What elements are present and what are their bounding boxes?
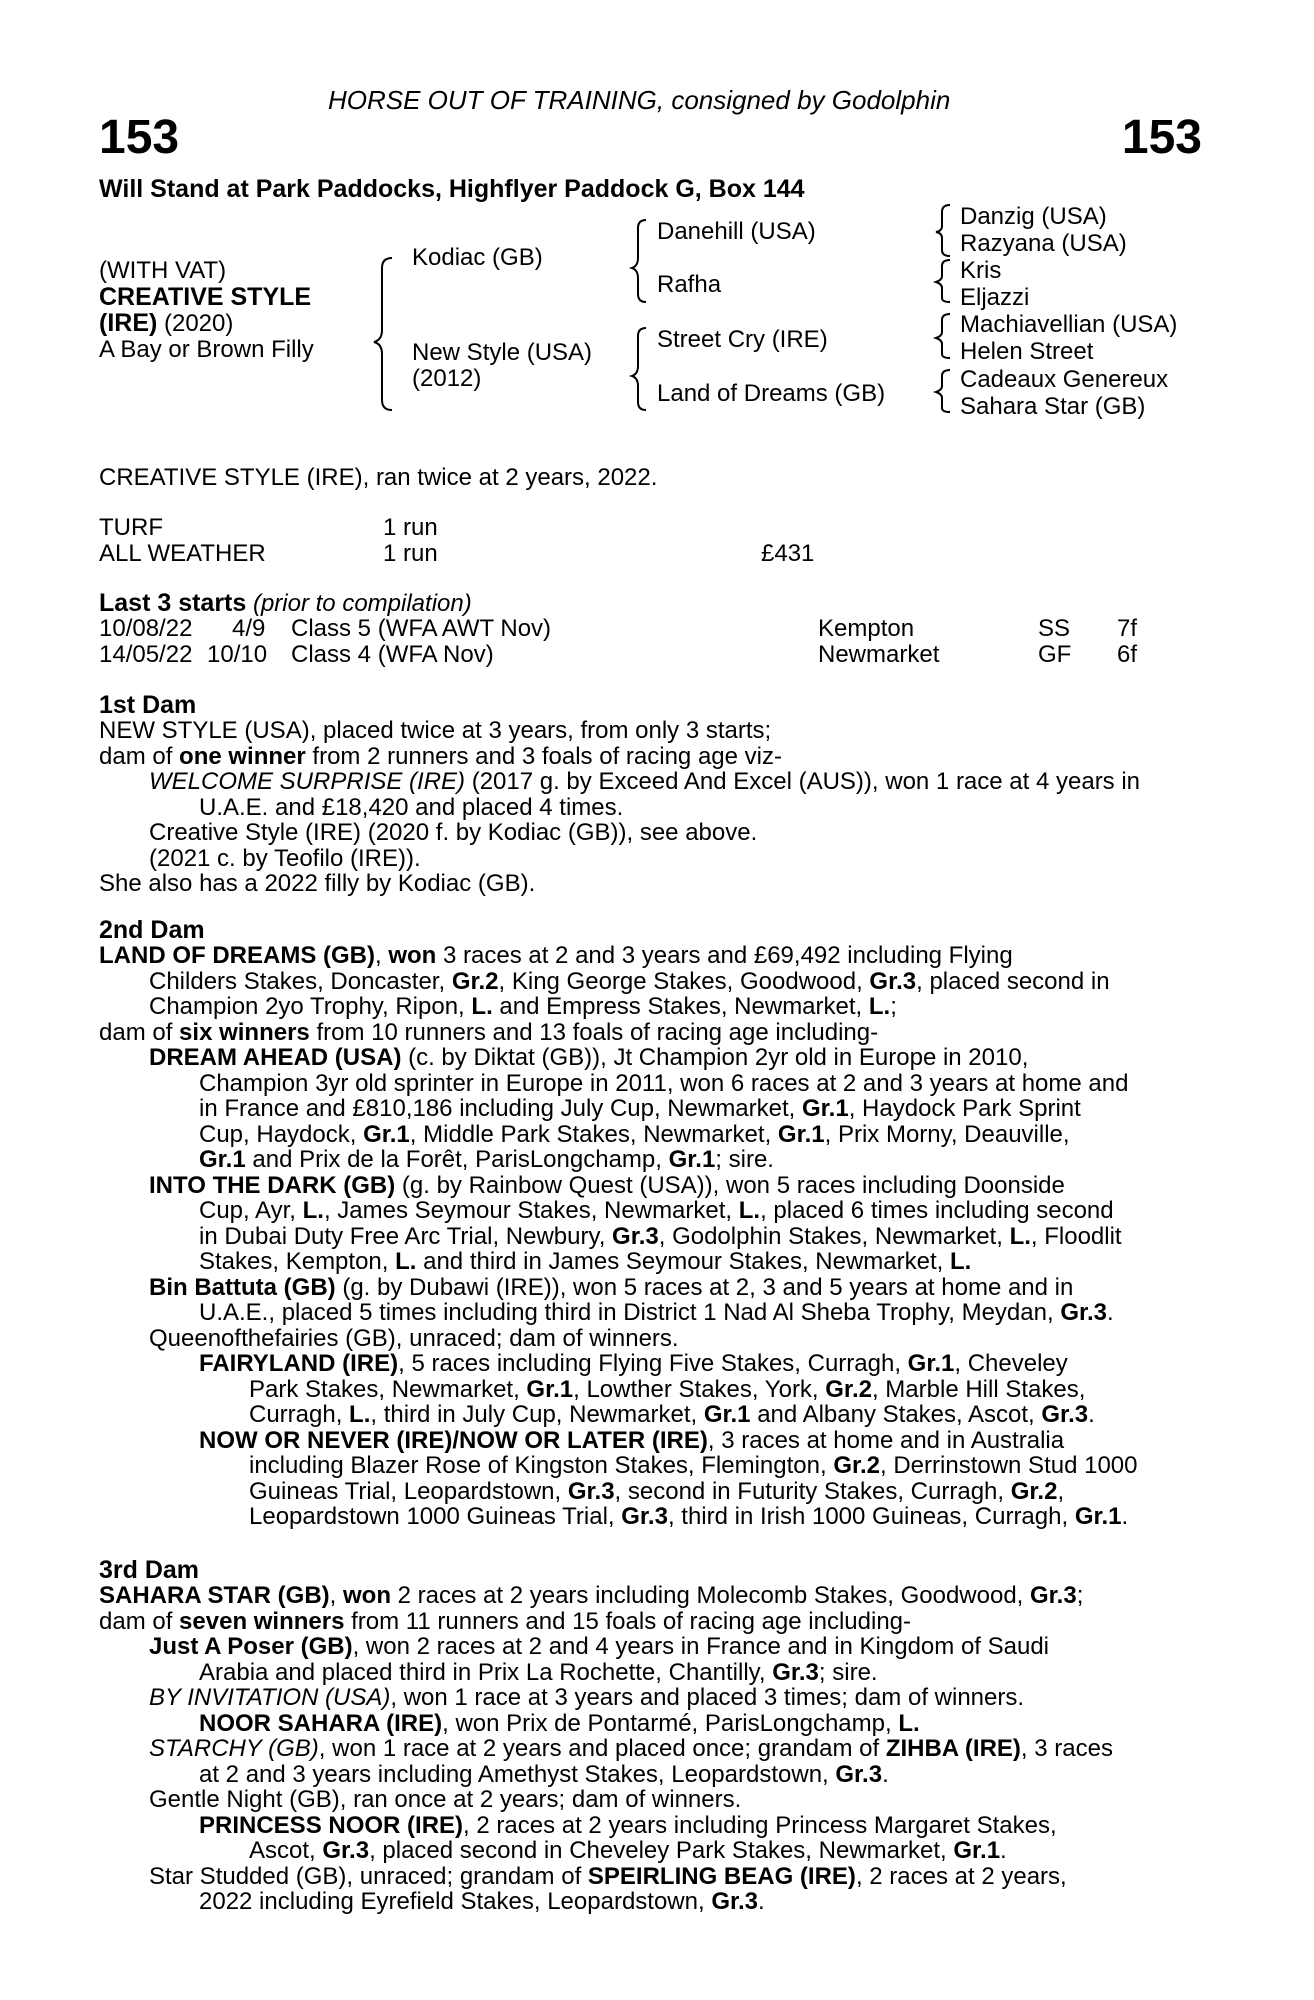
text: Park Stakes, Newmarket, [249, 1375, 527, 1403]
text: . [1107, 1299, 1114, 1326]
text: , Lowther Stakes, York, [573, 1375, 826, 1403]
dam-name: LAND OF DREAMS (GB) [99, 942, 375, 969]
start-race: Class 5 (WFA AWT Nov) [291, 615, 552, 642]
first-dam-line: She also has a 2022 filly by Kodiac (GB). [99, 870, 536, 897]
text: . [1000, 1837, 1007, 1864]
third-dam-line [99, 1813, 1204, 1839]
first-dam-line: U.A.E. and £18,420 and placed 4 times. [199, 793, 624, 821]
text: , 5 races including Flying Five Stakes, Curragh, [398, 1350, 908, 1377]
grade: L. [395, 1248, 417, 1275]
offspring-name: NOOR SAHARA (IRE) [199, 1709, 443, 1737]
third-dam-heading: 3rd Dam [99, 1556, 200, 1584]
text: dam of [99, 1607, 180, 1635]
text: , placed 6 times including second [760, 1197, 1114, 1224]
text: Childers Stakes, Doncaster, [149, 967, 452, 995]
pedigree-g7: Cadeaux Genereux [960, 366, 1169, 393]
third-dam-line [99, 1838, 1204, 1864]
text: and Prix de la Forêt, ParisLongchamp, [245, 1146, 669, 1173]
horse-country: (IRE) [99, 309, 158, 337]
record-runs: 1 run [383, 540, 438, 567]
grade: L. [471, 993, 493, 1020]
text: Guineas Trial, Leopardstown, [249, 1477, 568, 1505]
race-summary: CREATIVE STYLE (IRE), ran twice at 2 years, 2022. [99, 464, 658, 491]
second-dam-line [99, 1045, 1204, 1071]
second-dam-line [99, 1428, 1204, 1454]
text: including Blazer Rose of Kingston Stakes, Flemington, [249, 1452, 834, 1479]
grade: Gr.2 [451, 967, 499, 995]
text: (c. by Diktat (GB)), Jt Champion 2yr old in Europe in 2010, [401, 1044, 1029, 1071]
text: , second in Futurity Stakes, Curragh, [614, 1477, 1011, 1505]
first-dam-section [99, 692, 1204, 897]
start-place: 10/10 [207, 641, 268, 668]
offspring-name: ZIHBA (IRE) [885, 1735, 1021, 1762]
second-dam-line [99, 1173, 1204, 1199]
text: , third in Irish 1000 Guineas, Curragh, [667, 1503, 1075, 1530]
grade: L. [868, 993, 891, 1020]
text: and Albany Stakes, Ascot, [750, 1401, 1042, 1428]
pedigree-g3: Kris [960, 257, 1002, 284]
text: , [329, 1582, 343, 1609]
pedigree-dam-sire: Street Cry (IRE) [657, 326, 828, 353]
second-dam-line [99, 1351, 1204, 1377]
grade: Gr.3 [612, 1222, 659, 1250]
pedigree-dam-year: (2012) [412, 365, 482, 392]
second-dam-line [99, 1453, 1204, 1479]
third-dam-line [99, 1609, 1204, 1635]
text: Ascot, [249, 1837, 323, 1864]
text: dam of [99, 1018, 180, 1046]
text: . [882, 1760, 889, 1788]
record-row-aw [99, 541, 1199, 567]
text: Champion 2yo Trophy, Ripon, [149, 993, 472, 1020]
text: , won Prix de Pontarmé, ParisLongchamp, [442, 1709, 899, 1737]
text: from 11 runners and 15 foals of racing age including- [344, 1607, 912, 1635]
pedigree-g4: Eljazzi [960, 284, 1030, 311]
grade: Gr.1 [1074, 1503, 1122, 1530]
second-dam-line [99, 1020, 1204, 1046]
pedigree-g2: Razyana (USA) [960, 230, 1127, 257]
second-dam-line [99, 1198, 1204, 1224]
text: ; [1076, 1582, 1084, 1609]
second-dam-line [99, 1096, 1204, 1122]
grade: Gr.3 [835, 1760, 883, 1788]
horse-description: A Bay or Brown Filly [99, 336, 314, 363]
grade: Gr.1 [777, 1120, 825, 1148]
grade: Gr.1 [363, 1120, 410, 1148]
text: (g. by Rainbow Quest (USA)), won 5 races including Doonside [395, 1171, 1065, 1199]
text: , Marble Hill Stakes, [871, 1375, 1086, 1403]
grade: L. [1009, 1222, 1031, 1250]
pedigree-dam-dam: Land of Dreams (GB) [657, 380, 886, 407]
second-dam-line [99, 1402, 1204, 1428]
second-dam-line [99, 1377, 1204, 1403]
start-date: 10/08/22 [99, 615, 193, 642]
text: U.A.E., placed 5 times including third in District 1 Nad Al Sheba Trophy, Meydan, [199, 1299, 1061, 1326]
first-dam-line [99, 769, 1204, 795]
second-dam-line [99, 1122, 1204, 1148]
grade: L. [738, 1197, 761, 1224]
pedigree-sire: Kodiac (GB) [412, 244, 543, 271]
last-starts-note: (prior to compilation) [246, 590, 472, 617]
offspring-name: WELCOME SURPRISE (IRE) [149, 768, 466, 795]
text: from 2 runners and 3 foals of racing age viz- [305, 742, 782, 770]
start-distance: 6f [1117, 641, 1138, 668]
text: ; sire. [818, 1658, 878, 1686]
first-dam-line: NEW STYLE (USA), placed twice at 3 years, from only 3 starts; [99, 717, 772, 744]
text: . [1088, 1401, 1095, 1428]
second-dam-heading: 2nd Dam [99, 916, 205, 944]
grade: Gr.3 [1041, 1401, 1089, 1428]
text: , Cheveley [954, 1350, 1068, 1377]
grade: L. [898, 1709, 920, 1737]
start-race: Class 4 (WFA Nov) [291, 641, 494, 668]
grade: Gr.3 [1030, 1582, 1077, 1609]
start-going: GF [1038, 641, 1072, 668]
second-dam-line [99, 1504, 1204, 1530]
start-course: Newmarket [818, 641, 940, 668]
grade: L. [302, 1197, 324, 1224]
grade: Gr.3 [1060, 1299, 1108, 1326]
grade: Gr.1 [802, 1095, 849, 1122]
offspring-name: Bin Battuta (GB) [149, 1273, 336, 1301]
offspring-name: PRINCESS NOOR (IRE) [199, 1811, 464, 1839]
grade: Gr.2 [1010, 1477, 1058, 1505]
second-dam-line: Queenofthefairies (GB), unraced; dam of winners. [149, 1324, 679, 1352]
grade: Gr.1 [668, 1146, 716, 1173]
grade: Gr.2 [833, 1452, 881, 1479]
pedigree-sire-sire: Danehill (USA) [657, 218, 816, 245]
grade: L. [949, 1248, 972, 1275]
text: , King George Stakes, Goodwood, [498, 967, 870, 995]
second-dam-line [99, 969, 1204, 995]
lot-number-left: 153 [99, 111, 180, 164]
grade: L. [349, 1401, 371, 1428]
first-dam-line: (2021 c. by Teofilo (IRE)). [149, 844, 421, 872]
third-dam-line [99, 1762, 1204, 1788]
dam-name: SAHARA STAR (GB) [99, 1582, 330, 1609]
grade: Gr.2 [825, 1375, 872, 1403]
record-runs: 1 run [383, 514, 438, 541]
third-dam-line [99, 1634, 1204, 1660]
text: , Floodlit [1030, 1222, 1122, 1250]
pedigree-dam [412, 340, 592, 392]
lot-number-right: 153 [1121, 111, 1202, 164]
start-row [99, 616, 1199, 642]
grade: Gr.1 [953, 1837, 1001, 1864]
text: . [1121, 1503, 1129, 1530]
text: and third in James Seymour Stakes, Newmarket, [416, 1248, 950, 1275]
text: , [1057, 1477, 1065, 1505]
text: in Dubai Duty Free Arc Trial, Newbury, [199, 1222, 613, 1250]
third-dam-section [99, 1557, 1204, 1915]
text: , won 1 race at 3 years and placed 3 times; dam of winners. [390, 1684, 1025, 1711]
text: from 10 runners and 13 foals of racing age including- [309, 1018, 879, 1046]
stabling-info: Will Stand at Park Paddocks, Highflyer Paddock G, Box 144 [99, 175, 805, 203]
text: , [374, 942, 389, 969]
second-dam-line: Champion 3yr old sprinter in Europe in 2011, won 6 races at 2 and 3 years at home and [199, 1069, 1129, 1097]
start-date: 14/05/22 [99, 641, 193, 668]
consignment-header: HORSE OUT OF TRAINING, consigned by Godolphin [328, 85, 951, 115]
text: , Prix Morny, Deauville, [824, 1120, 1070, 1148]
offspring-name: Just A Poser (GB) [149, 1633, 353, 1660]
record-surface: ALL WEATHER [99, 540, 266, 567]
text: , Haydock Park Sprint [848, 1095, 1081, 1122]
second-dam-line [99, 1275, 1204, 1301]
text: , 3 races at home and in Australia [707, 1426, 1065, 1454]
grade: Gr.3 [567, 1477, 615, 1505]
pedigree-g5: Machiavellian (USA) [960, 311, 1178, 338]
second-dam-section [99, 917, 1204, 1530]
grade: Gr.3 [711, 1888, 759, 1915]
grade: Gr.3 [869, 967, 917, 995]
text: , third in July Cup, Newmarket, [370, 1401, 704, 1428]
text: Curragh, [249, 1401, 350, 1428]
text: Stakes, Kempton, [199, 1248, 396, 1275]
text: Cup, Haydock, [199, 1120, 364, 1148]
second-dam-line [99, 1300, 1204, 1326]
text: Leopardstown 1000 Guineas Trial, [249, 1503, 622, 1530]
text: , 2 races at 2 years, [855, 1862, 1067, 1890]
grade: Gr.3 [322, 1837, 370, 1864]
first-dam-line: Creative Style (IRE) (2020 f. by Kodiac (GB)), see above. [149, 819, 758, 846]
grade: Gr.3 [621, 1503, 668, 1530]
text: , won 1 race at 2 years and placed once; grandam of [318, 1735, 886, 1762]
grade: Gr.1 [526, 1375, 574, 1403]
text: and Empress Stakes, Newmarket, [492, 993, 869, 1020]
text: , won 2 races at 2 and 4 years in France and in Kingdom of Saudi [352, 1633, 1050, 1660]
text: , 2 races at 2 years including Princess Margaret Stakes, [463, 1811, 1057, 1839]
horse-name: CREATIVE STYLE [99, 283, 312, 311]
text: 3 races at 2 and 3 years and £69,492 including Flying [436, 942, 1013, 969]
start-course: Kempton [818, 615, 915, 642]
text: , placed second in Cheveley Park Stakes, Newmarket, [369, 1837, 954, 1864]
text: at 2 and 3 years including Amethyst Stakes, Leopardstown, [199, 1760, 836, 1788]
third-dam-line [99, 1583, 1204, 1609]
offspring-name: INTO THE DARK (GB) [149, 1171, 396, 1199]
text: . [758, 1888, 765, 1915]
text: , placed second in [916, 967, 1110, 995]
text: , James Seymour Stakes, Newmarket, [323, 1197, 739, 1224]
third-dam-line [99, 1736, 1204, 1762]
second-dam-line [99, 994, 1204, 1020]
last-starts-heading: Last 3 starts [99, 589, 247, 617]
second-dam-line [99, 1249, 1204, 1275]
third-dam-line [99, 1711, 1204, 1737]
vat-note: (WITH VAT) [99, 257, 227, 284]
first-dam-line [99, 744, 1204, 770]
second-dam-line [99, 943, 1204, 969]
pedigree-dam-name: New Style (USA) [412, 339, 593, 366]
winners-count: seven winners [179, 1607, 345, 1635]
text: ; [890, 993, 897, 1020]
offspring-name: NOW OR NEVER (IRE)/NOW OR LATER (IRE) [199, 1426, 708, 1454]
text: dam of [99, 742, 180, 770]
record-prize: £431 [761, 540, 815, 567]
second-dam-line [99, 1224, 1204, 1250]
third-dam-line [99, 1889, 1204, 1915]
start-row [99, 642, 1199, 668]
pedigree-g8: Sahara Star (GB) [960, 393, 1146, 420]
offspring-name: BY INVITATION (USA) [149, 1684, 391, 1711]
text: (2017 g. by Exceed And Excel (AUS)), won 1 race at 4 years in [465, 768, 1141, 795]
text: 2 races at 2 years including Molecomb Stakes, Goodwood, [391, 1582, 1030, 1609]
offspring-name: FAIRYLAND (IRE) [199, 1350, 399, 1377]
last-starts-title [99, 590, 472, 617]
text: , Middle Park Stakes, Newmarket, [409, 1120, 778, 1148]
start-going: SS [1038, 615, 1071, 642]
grade: Gr.1 [703, 1401, 751, 1428]
text: Arabia and placed third in Prix La Rochette, Chantilly, [199, 1658, 773, 1686]
offspring-name: STARCHY (GB) [149, 1735, 319, 1762]
text: won [388, 942, 437, 969]
text: in France and £810,186 including July Cup, Newmarket, [199, 1095, 802, 1122]
second-dam-line [99, 1479, 1204, 1505]
third-dam-line [99, 1864, 1204, 1890]
record-surface: TURF [99, 514, 163, 541]
text: , 3 races [1020, 1735, 1113, 1762]
start-place: 4/9 [232, 615, 266, 642]
pedigree-sire-dam: Rafha [657, 271, 722, 298]
second-dam-line [99, 1147, 1204, 1173]
start-distance: 7f [1117, 615, 1138, 642]
grade: Gr.3 [772, 1658, 819, 1686]
winners-count: six winners [179, 1018, 310, 1046]
text: 2022 including Eyrefield Stakes, Leopardstown, [199, 1888, 712, 1915]
text: Star Studded (GB), unraced; grandam of [149, 1862, 588, 1890]
horse-year: (2020) [157, 310, 234, 337]
text: (g. by Dubawi (IRE)), won 5 races at 2, 3 and 5 years at home and in [335, 1273, 1074, 1301]
offspring-name: DREAM AHEAD (USA) [149, 1044, 402, 1071]
grade: Gr.1 [199, 1146, 246, 1173]
pedigree-g6: Helen Street [960, 338, 1094, 365]
text: Cup, Ayr, [199, 1197, 303, 1224]
text: won [343, 1582, 391, 1609]
text: , Godolphin Stakes, Newmarket, [658, 1222, 1010, 1250]
first-dam-heading: 1st Dam [99, 691, 197, 719]
winners-count: one winner [179, 742, 306, 770]
third-dam-line: Gentle Night (GB), ran once at 2 years; dam of winners. [149, 1786, 742, 1813]
record-row-turf [99, 515, 1199, 541]
third-dam-line [99, 1685, 1204, 1711]
text: ; sire. [715, 1146, 774, 1173]
offspring-name: SPEIRLING BEAG (IRE) [587, 1862, 856, 1890]
grade: Gr.1 [907, 1350, 955, 1377]
third-dam-line [99, 1660, 1204, 1686]
text: , Derrinstown Stud 1000 [880, 1452, 1138, 1479]
pedigree-g1: Danzig (USA) [960, 203, 1107, 230]
